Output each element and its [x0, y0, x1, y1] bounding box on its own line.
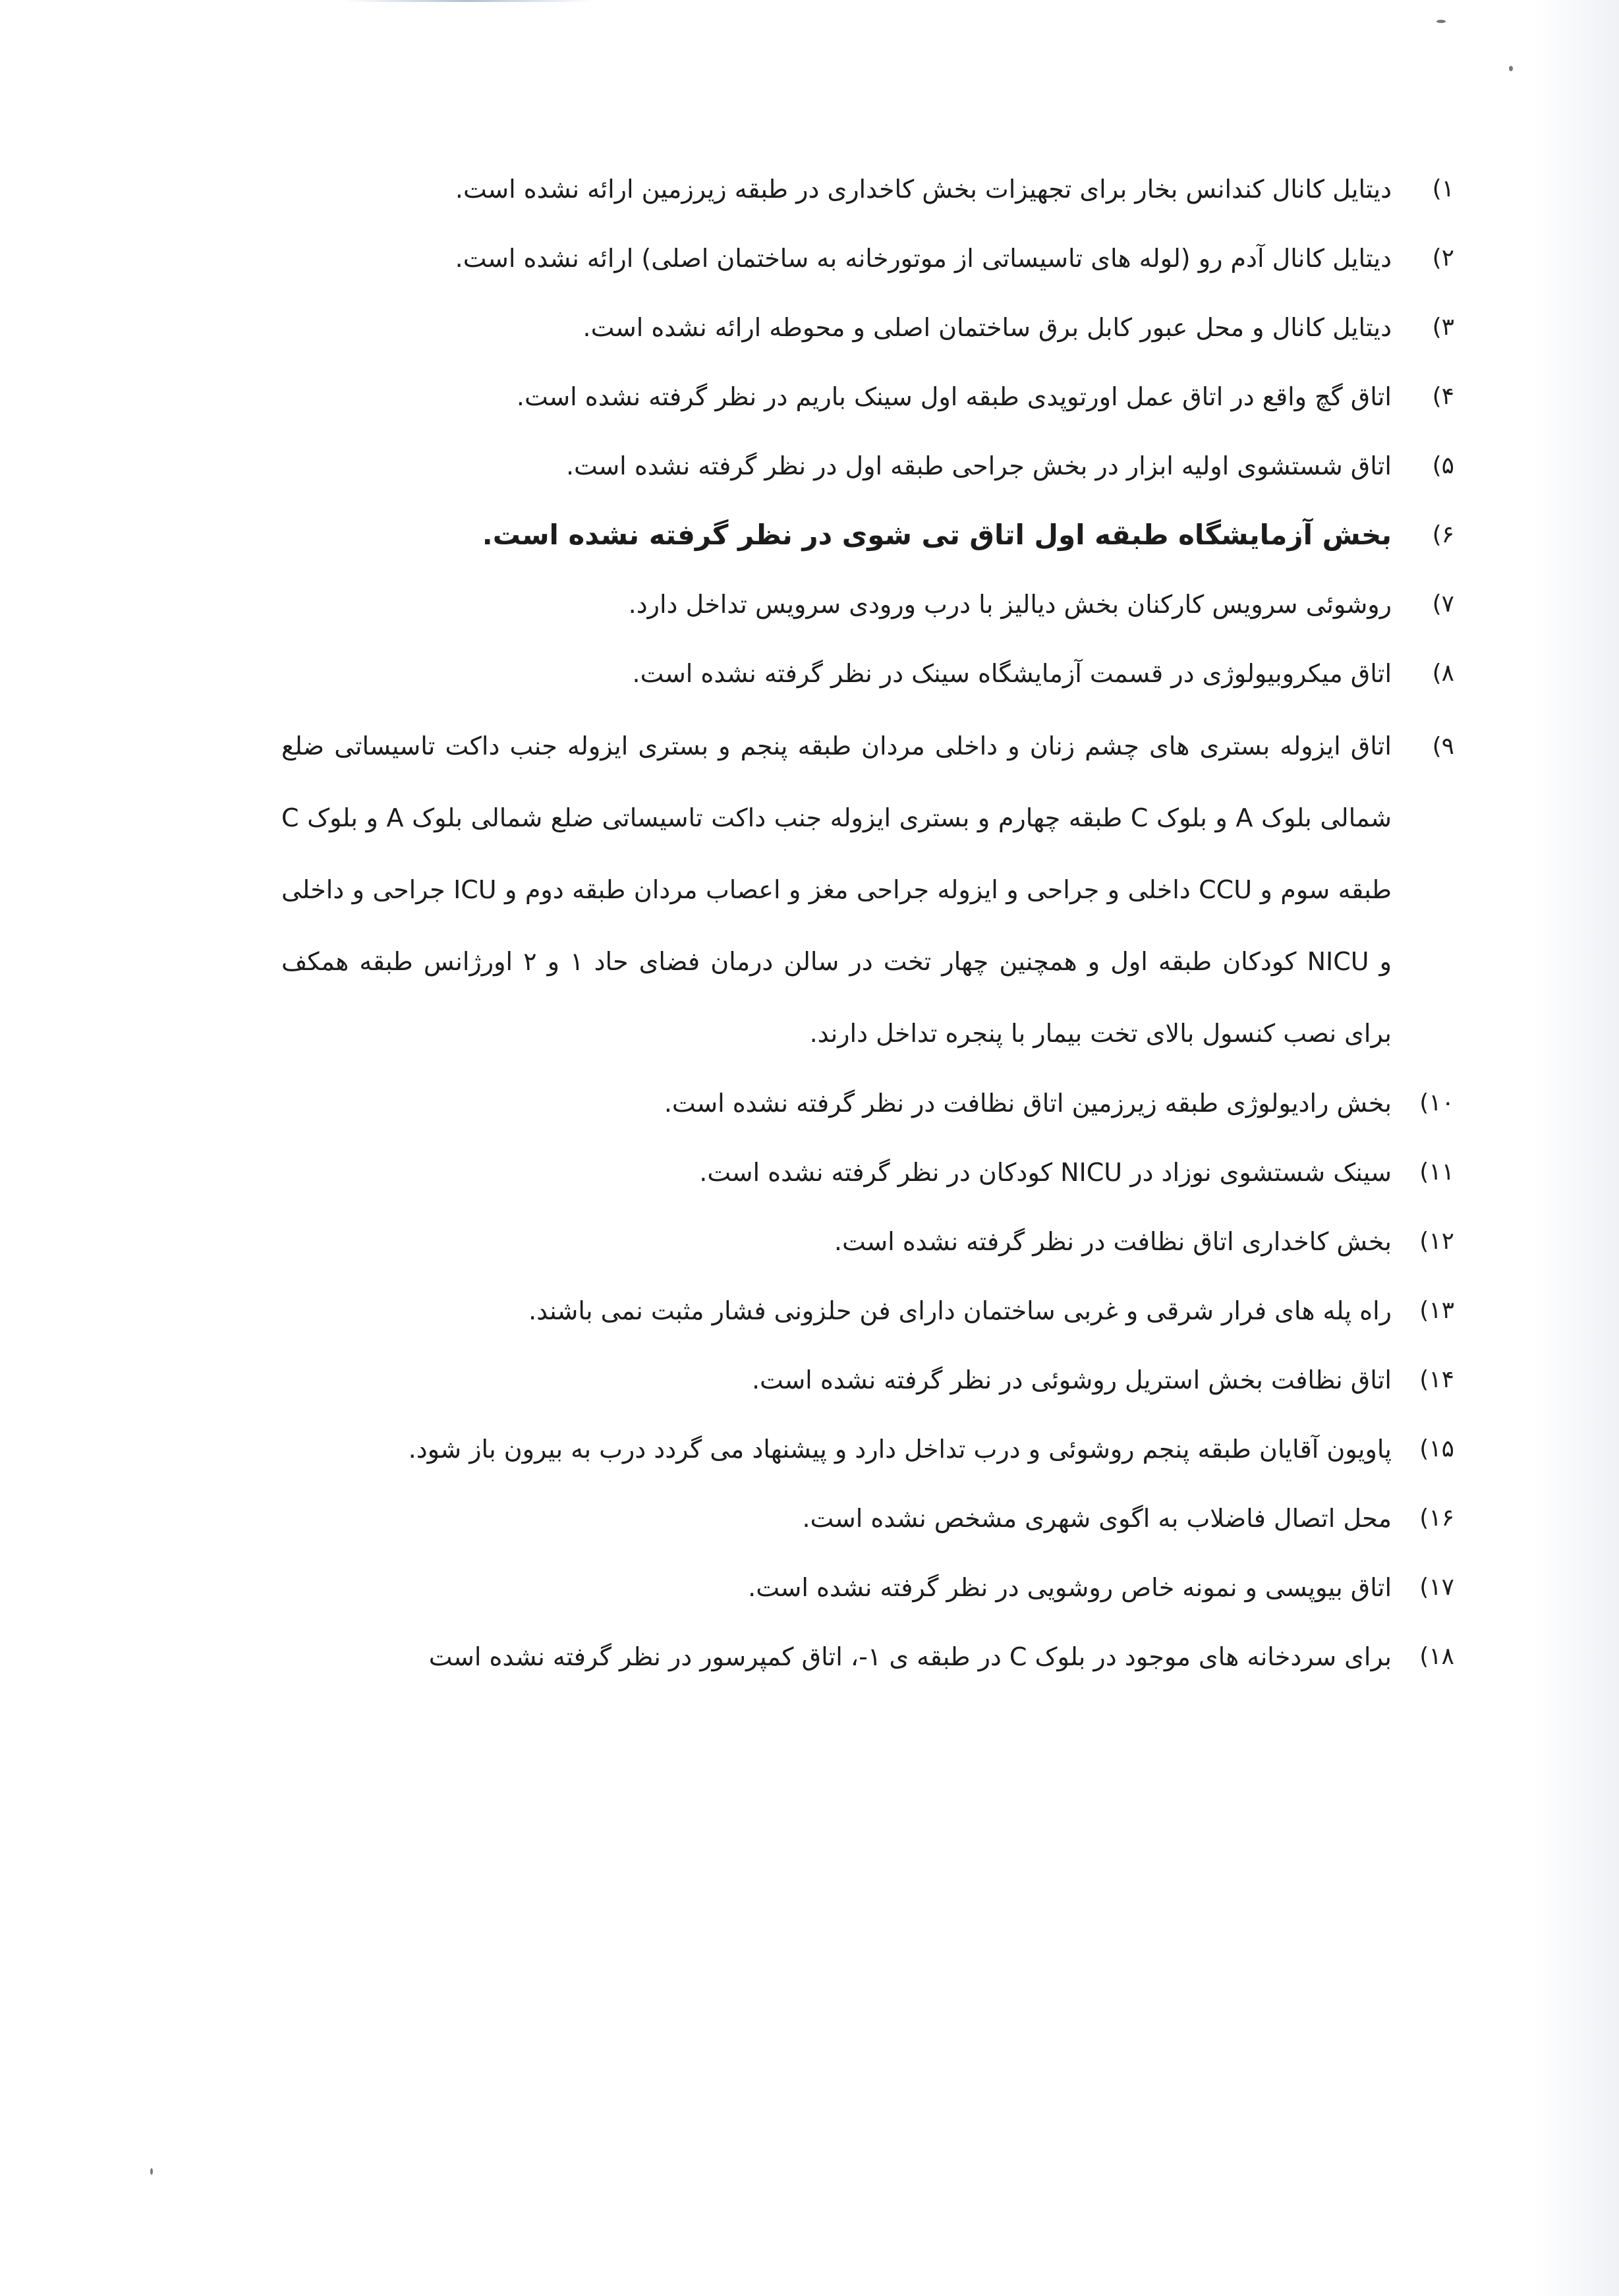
list-item	[281, 1222, 1454, 1261]
list-item	[281, 1568, 1454, 1607]
list-item	[281, 170, 1454, 208]
item-text: اتاق شستشوی اولیه ابزار در بخش جراحی طبقه اول در نظر گرفته نشده است.	[565, 451, 1392, 480]
item-text: بخش کاخداری اتاق نظافت در نظر گرفته نشده است.	[834, 1227, 1392, 1256]
item-number: ۸)	[1432, 660, 1454, 687]
scan-speck	[1509, 66, 1513, 71]
item-number: ۱۴)	[1419, 1366, 1454, 1393]
item-number: ۱۳)	[1419, 1297, 1454, 1324]
list-item	[281, 1499, 1454, 1537]
item-text: برای سردخانه های موجود در بلوک C در طبقه ی ۱-، اتاق کمپرسور در نظر گرفته نشده است	[428, 1642, 1392, 1671]
list-item	[281, 1153, 1454, 1191]
list-item	[281, 378, 1454, 416]
item-text: اتاق ایزوله بستری های چشم زنان و داخلی مردان طبقه پنجم و بستری ایزوله جنب داکت تاسیساتی ضلع شمالی بلوک A و بلوک C طبقه چهارم و بستری ایزوله جنب داکت تاسیساتی ضلع شمالی بلوک A و بلوک C طبقه سوم و CCU داخلی و جراحی و ایزوله جراحی مغز و اعصاب مردان طبقه دوم و ICU جراحی و داخلی و NICU کودکان طبقه اول و همچنین چهار تخت در سالن درمان فضای حاد ۱ و ۲ اورژانس طبقه همکف برای نصب کنسول بالای تخت بیمار با پنجره تداخل دارند.	[281, 732, 1392, 1048]
item-number: ۲)	[1432, 244, 1454, 272]
item-number: ۱۵)	[1419, 1435, 1454, 1462]
item-number: ۱۸)	[1419, 1643, 1454, 1670]
item-number: ۱۷)	[1419, 1574, 1454, 1601]
item-text: سینک شستشوی نوزاد در NICU کودکان در نظر گرفته نشده است.	[699, 1158, 1392, 1187]
item-number: ۶)	[1432, 521, 1454, 548]
list-item	[281, 447, 1454, 485]
item-number: ۳)	[1432, 314, 1454, 341]
list-item	[281, 239, 1454, 277]
item-text: روشوئی سرویس کارکنان بخش دیالیز با درب ورودی سرویس تداخل دارد.	[628, 590, 1392, 619]
item-text: بخش آزمایشگاه طبقه اول اتاق تی شوی در نظر گرفته نشده است.	[482, 519, 1392, 551]
list-item	[281, 1084, 1454, 1122]
item-number: ۱۰)	[1419, 1089, 1454, 1116]
list-item-emphasized	[281, 516, 1454, 554]
item-text: اتاق نظافت بخش استریل روشوئی در نظر گرفته نشده است.	[751, 1365, 1392, 1394]
item-number: ۱)	[1432, 175, 1454, 202]
scan-shadow-edge	[1533, 0, 1619, 2296]
item-text: اتاق گچ واقع در اتاق عمل اورتوپدی طبقه اول سینک باریم در نظر گرفته نشده است.	[516, 382, 1392, 411]
item-text: پاویون آقایان طبقه پنجم روشوئی و درب تداخل دارد و پیشنهاد می گردد درب به بیرون باز شود.	[408, 1435, 1392, 1464]
item-text: اتاق بیوپسی و نمونه خاص روشویی در نظر گرفته نشده است.	[748, 1573, 1392, 1602]
scan-speck	[150, 2168, 153, 2175]
list-item	[281, 1361, 1454, 1399]
item-number: ۱۲)	[1419, 1228, 1454, 1255]
item-number: ۷)	[1432, 590, 1454, 617]
list-item	[281, 1638, 1454, 1676]
list-item	[281, 585, 1454, 623]
list-item	[281, 1430, 1454, 1468]
scan-top-mark	[343, 0, 593, 2]
item-number: ۵)	[1432, 452, 1454, 479]
list-item	[281, 308, 1454, 347]
item-text: راه پله های فرار شرقی و غربی ساختمان دارای فن حلزونی فشار مثبت نمی باشند.	[528, 1296, 1392, 1325]
item-text: دیتایل کانال کندانس بخار برای تجهیزات بخش کاخداری در طبقه زیرزمین ارائه نشده است.	[455, 175, 1392, 204]
list-item	[281, 1292, 1454, 1330]
item-text: محل اتصال فاضلاب به اگوی شهری مشخص نشده است.	[802, 1504, 1392, 1533]
item-text: دیتایل کانال آدم رو (لوله های تاسیساتی از موتورخانه به ساختمان اصلی) ارائه نشده است.	[455, 244, 1392, 273]
item-text: اتاق میکروبیولوژی در قسمت آزمایشگاه سینک در نظر گرفته نشده است.	[632, 659, 1392, 688]
item-number: ۱۶)	[1419, 1505, 1454, 1532]
item-number: ۱۱)	[1419, 1159, 1454, 1186]
item-number: ۴)	[1432, 383, 1454, 410]
item-number: ۹)	[1432, 733, 1454, 760]
item-text: دیتایل کانال و محل عبور کابل برق ساختمان اصلی و محوطه ارائه نشده است.	[582, 313, 1392, 342]
list-item	[281, 654, 1454, 693]
list-item-long	[281, 710, 1454, 1070]
findings-list	[281, 170, 1454, 1707]
item-text: بخش رادیولوژی طبقه زیرزمین اتاق نظافت در نظر گرفته نشده است.	[664, 1089, 1392, 1118]
scan-speck	[1436, 20, 1446, 23]
